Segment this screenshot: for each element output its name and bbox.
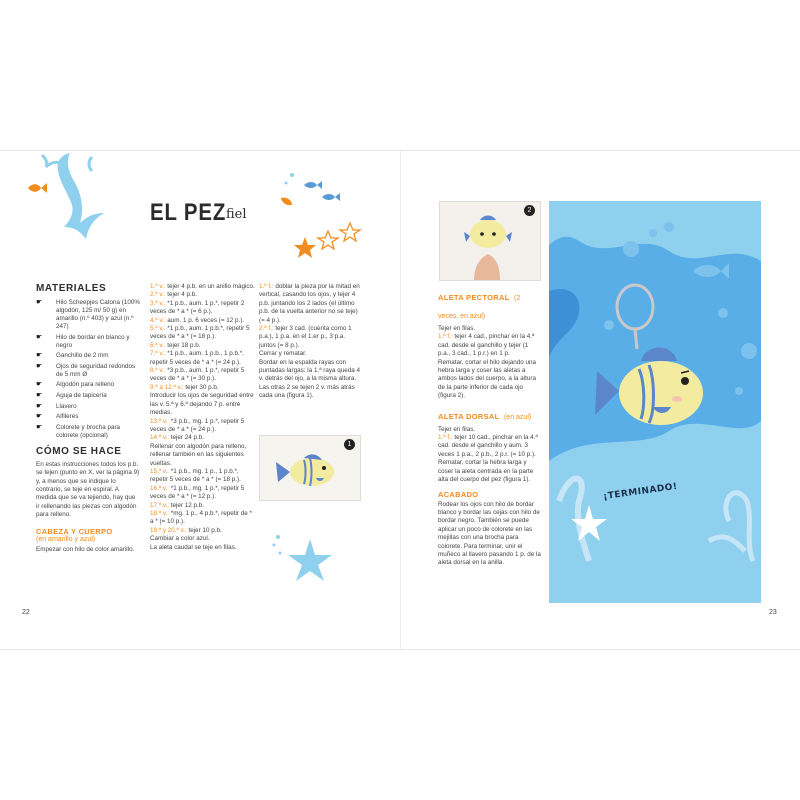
- row-text: *1 p.b., mg. 1 p.*, repetir 5 veces de * a * (= 12 p.).: [150, 484, 245, 501]
- row-text: Introducir los ojos de seguridad entre las v. 5.ª y 6.ª dejando 7 p. entre medias.: [150, 392, 254, 417]
- row-text: Tejer en filas.: [438, 425, 476, 433]
- pointing-hand-icon: ☛: [36, 402, 43, 410]
- materials-item: [36, 403, 140, 411]
- row-text: *1 p.b., aum. 1 p.*, repetir 2 veces de * a * (= 6 p.).: [150, 299, 245, 316]
- instruction-row: [150, 544, 255, 552]
- row-text: Rematar, cortar la hebra larga y coser la aleta centrada en la parte alta del cuerpo del pez (figura 1).: [438, 459, 534, 484]
- materials-item-text: Llavero: [56, 402, 77, 410]
- materials-item-text: Ojos de seguridad redondos de 5 mm Ø: [56, 362, 136, 378]
- row-key: 2.ª f.:: [259, 325, 274, 333]
- decoration-fish-stars-icon: [270, 171, 370, 266]
- pointing-hand-icon: ☛: [36, 362, 43, 370]
- page-title: [150, 199, 247, 227]
- row-text: tejer 24 p.b.: [170, 434, 205, 442]
- instruction-row: [150, 510, 255, 527]
- finished-label: ¡TERMINADO!: [602, 481, 679, 503]
- row-key: 19.ª y 20.ª v.:: [150, 526, 187, 534]
- row-text: *1 p.b., mg. 1 p., 1 p.b.*, repetir 5 veces de * a * (= 18 p.).: [150, 467, 241, 484]
- instruction-row: [438, 426, 542, 434]
- figure-1-photo: [259, 435, 361, 501]
- row-text: tejer 3 cad. (cuenta como 1 p.a.), 1 p.a. en el 1.er p., 3 p.a. juntos (= 8 p.).: [259, 325, 352, 349]
- instruction-row: [150, 283, 255, 291]
- pointing-hand-icon: ☛: [36, 413, 43, 421]
- row-key: 5.ª v.:: [150, 325, 166, 333]
- row-text: aum. 1 p. 6 veces (= 12 p.).: [167, 316, 245, 324]
- instructions-column-2: [150, 283, 255, 552]
- row-text: Bordar en la espalda rayas con puntadas largas: la 1.ª raya queda 4 v. detrás del ojo, a la misma altura. Las otras 2 se tejen 2 v. más atrás cada una (figura 1).: [259, 358, 361, 400]
- row-key: 3.ª v.:: [150, 299, 166, 307]
- how-heading: CÓMO SE HACE: [36, 445, 122, 457]
- instruction-row: [259, 359, 361, 401]
- materials-item-text: Alfileres: [56, 413, 79, 421]
- pointing-hand-icon: ☛: [36, 352, 43, 360]
- instruction-row: [150, 485, 255, 502]
- pointing-hand-icon: ☛: [36, 333, 43, 341]
- instruction-row: [438, 333, 542, 358]
- row-text: tejer 4 p.b.: [167, 291, 198, 299]
- right-page: [400, 151, 800, 651]
- row-key: 6.ª v.:: [150, 341, 166, 349]
- instruction-row: [259, 283, 361, 325]
- dorsal-subheading: (en azul): [503, 413, 532, 421]
- instructions-column-3: [259, 283, 361, 401]
- instruction-row: [150, 317, 255, 325]
- materials-item: [36, 381, 140, 389]
- row-key: 18.ª v.:: [150, 509, 170, 517]
- row-key: 14.ª v.:: [150, 434, 170, 442]
- instruction-row: [150, 384, 255, 392]
- row-text: *3 p.b., mg. 1 p.*, repetir 5 veces de * a * (= 24 p.).: [150, 417, 245, 433]
- figure-1-number: 1: [344, 439, 355, 450]
- finish-heading: ACABADO: [438, 489, 479, 499]
- instruction-row: [150, 342, 255, 350]
- row-text: Tejer en filas.: [438, 325, 476, 332]
- row-text: tejer 4 cad., pinchar en la 4.ª cad. desde el ganchillo y tejer (1 p.a., 3 cad., 1 p.r.) en 1 p.: [438, 333, 535, 358]
- page-number-right: 23: [769, 609, 777, 616]
- instruction-row: [438, 359, 542, 401]
- materials-item: [36, 352, 140, 360]
- row-key: 9.ª a 12.ª v.:: [150, 383, 184, 391]
- instruction-row: [150, 527, 255, 535]
- mermaid-silhouette-icon: [30, 151, 130, 243]
- row-key: 13.ª v.:: [150, 417, 170, 425]
- materials-heading: MATERIALES: [36, 283, 107, 294]
- materials-item-text: Hilo Scheepjes Catona (100% algodón, 125 m/ 50 g) en amarillo (n.º 403) y azul (n.º 247): [56, 299, 141, 330]
- row-text: tejer 4 p.b. en un anillo mágico.: [167, 283, 255, 290]
- row-text: Rellenar con algodón para relleno, rellenar también en las siguientes vueltas.: [150, 442, 247, 467]
- materials-list: [36, 299, 140, 440]
- instruction-row: [438, 325, 542, 333]
- pointing-hand-icon: ☛: [36, 299, 43, 306]
- row-text: *3 p.b., aum. 1 p.*, repetir 5 veces de * a * (= 30 p.).: [150, 367, 245, 383]
- materials-item-text: Hilo de bordar en blanco y negro: [56, 333, 130, 349]
- row-key: 17.ª v.:: [150, 501, 170, 509]
- fin-heading: ALETA PECTORAL: [438, 293, 510, 302]
- title-main: EL PEZ: [150, 199, 227, 226]
- row-text: Cerrar y rematar.: [259, 350, 307, 358]
- figure-2-number: 2: [524, 205, 535, 216]
- keychain-fish-image: [549, 201, 761, 603]
- body-heading: CABEZA Y CUERPO: [36, 526, 113, 536]
- row-text: Rematar, cortar el hilo dejando una hebra larga y coser las aletas a ambos lados del cuerpo, a la altura de la parte inferior de cada ojo (figura 2).: [438, 358, 537, 400]
- body-subheading: (en amarillo y azul): [36, 535, 96, 543]
- dorsal-instructions: [438, 426, 542, 485]
- materials-item: [36, 299, 140, 331]
- materials-item: [36, 392, 140, 400]
- page-number-left: 22: [22, 609, 30, 616]
- materials-item-text: Aguja de tapicería: [56, 391, 107, 399]
- materials-item: [36, 424, 140, 440]
- row-text: tejer 12 p.b.: [170, 501, 205, 509]
- materials-item: [36, 334, 140, 350]
- row-key: 8.ª v.:: [150, 367, 166, 375]
- instruction-row: [150, 291, 255, 299]
- instruction-row: [150, 300, 255, 317]
- materials-column: [36, 283, 140, 554]
- row-text: tejer 10 cad., pinchar en la 4.ª cad. desde el ganchillo y aum. 3 veces 1 p.a., 2 p.b., 2 p.r. (= 10 p.).: [438, 434, 538, 458]
- instruction-row: [150, 392, 255, 417]
- book-spread: [0, 150, 800, 650]
- instruction-row: [438, 459, 542, 484]
- materials-item-text: Colorete y brocha para colorete (opcional): [56, 423, 121, 439]
- row-key: 16.ª v.:: [150, 484, 170, 492]
- row-text: *1 p.b., aum. 1 p.b., 1 p.b.*, repetir 5 veces de * a * (= 24 p.).: [150, 350, 244, 366]
- materials-item-text: Algodón para relleno: [56, 381, 115, 389]
- instruction-row: [150, 468, 255, 485]
- title-small: fiel: [226, 207, 247, 222]
- row-text: tejer 10 p.b.: [188, 526, 222, 534]
- materials-item-text: Ganchillo de 2 mm: [56, 352, 109, 360]
- dorsal-heading: ALETA DORSAL: [438, 411, 500, 421]
- row-text: La aleta caudal se teje en filas.: [150, 543, 237, 551]
- instruction-row: [150, 418, 255, 435]
- row-key: 1.ª v.:: [150, 283, 166, 290]
- row-text: Cambiar a color azul.: [150, 535, 210, 543]
- fin-instructions: [438, 325, 542, 401]
- row-key: 2.ª v.:: [150, 291, 166, 299]
- row-key: 1.ª f.:: [438, 333, 453, 341]
- instruction-row: [150, 535, 255, 543]
- row-key: 15.ª v.:: [150, 467, 170, 475]
- instruction-row: [150, 434, 255, 442]
- right-text-column: [438, 287, 542, 568]
- row-key: 4.ª v.:: [150, 316, 166, 324]
- instruction-row: [438, 434, 542, 459]
- fish-icon: [26, 181, 48, 195]
- row-text: *1 p.b., aum. 1 p.b.*, repetir 5 veces de * a * (= 18 p.).: [150, 325, 250, 341]
- row-text: tejer 18 p.b.: [167, 341, 201, 349]
- instruction-row: [150, 502, 255, 510]
- left-page: [0, 151, 400, 651]
- instruction-row: [150, 350, 255, 367]
- starfish-icon: [270, 531, 350, 591]
- instruction-row: [150, 443, 255, 468]
- instruction-row: [259, 350, 361, 358]
- row-text: *mg. 1 p., 4 p.b.*, repetir de * a * (= 10 p.).: [150, 509, 252, 526]
- row-key: 7.ª v.:: [150, 350, 166, 358]
- instruction-row: [259, 325, 361, 350]
- pointing-hand-icon: ☛: [36, 423, 43, 431]
- materials-item: [36, 413, 140, 421]
- fin-subheading: (2 veces, en azul): [438, 295, 521, 320]
- instruction-row: [150, 325, 255, 342]
- row-text: tejer 30 p.b.: [185, 383, 219, 391]
- row-text: doblar la pieza por la mitad en vertical, casando los ojos, y tejer 4 p.b. juntando los 2 lados (el último p.b. de la vuelta anterior no se teje) (= 4 p.).: [259, 283, 360, 324]
- finish-text: Rodear los ojos con hilo de bordar blanco y bordar las cejas con hilo de bordar negro. También se puede aplicar un poco de colorete en las mejillas con una brocha para colorete. Para terminar, unir el muñeco al llavero pasando 1 p. de la aleta dorsal en la anilla.: [438, 500, 541, 567]
- finished-keychain-photo: [549, 201, 761, 603]
- row-key: 1.ª f.:: [438, 434, 453, 442]
- instruction-row: [150, 367, 255, 384]
- pointing-hand-icon: ☛: [36, 381, 43, 389]
- figure-2-photo: [439, 201, 541, 281]
- body-start-text: Empezar con hilo de color amarillo.: [36, 545, 135, 553]
- row-key: 1.ª f.:: [259, 283, 274, 290]
- materials-item: [36, 363, 140, 379]
- pointing-hand-icon: ☛: [36, 391, 43, 399]
- how-text: En estas instrucciones todos los p.b. se tejen (punto en X, ver la página 9) y, a menos que se indique lo contrario, se teje en espiral. A medida que se va tejiendo, hay que ir rellenando las piezas con algodón para relleno.: [36, 460, 140, 519]
